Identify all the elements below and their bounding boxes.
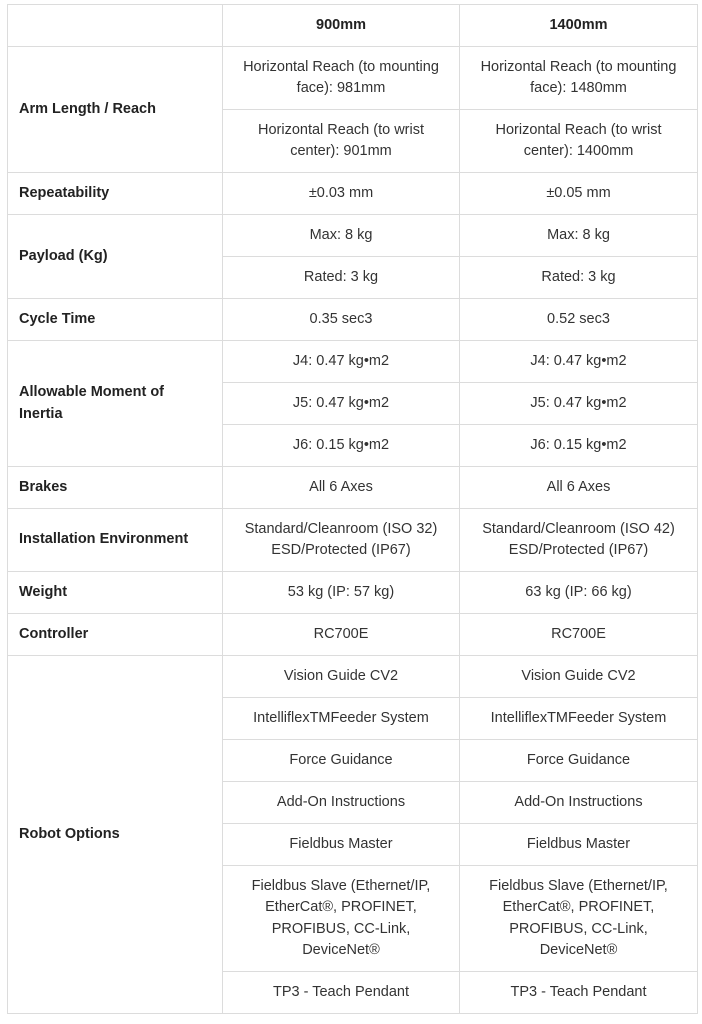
- table-cell: Force Guidance: [460, 740, 698, 782]
- row-label-payload: Payload (Kg): [8, 215, 223, 299]
- table-cell: Max: 8 kg: [460, 215, 698, 257]
- table-cell: 53 kg (IP: 57 kg): [223, 572, 460, 614]
- table-cell: J5: 0.47 kg•m2: [223, 383, 460, 425]
- table-cell: Fieldbus Master: [460, 824, 698, 866]
- table-cell: TP3 - Teach Pendant: [460, 972, 698, 1014]
- table-row: [8, 47, 698, 110]
- table-cell: RC700E: [223, 614, 460, 656]
- header-900mm: 900mm: [223, 5, 460, 47]
- row-label-moment-of-inertia: Allowable Moment of Inertia: [8, 341, 223, 467]
- row-label-installation-environment: Installation Environment: [8, 509, 223, 572]
- table-row: [8, 614, 698, 656]
- table-cell: Horizontal Reach (to wrist center): 901mm: [223, 110, 460, 173]
- table-cell: Horizontal Reach (to wrist center): 1400mm: [460, 110, 698, 173]
- table-row: [8, 215, 698, 257]
- table-cell: Fieldbus Slave (Ethernet/IP, EtherCat®, PROFINET, PROFIBUS, CC-Link, DeviceNet®: [460, 866, 698, 972]
- table-cell: IntelliflexTMFeeder System: [460, 698, 698, 740]
- table-cell: 0.52 sec3: [460, 299, 698, 341]
- table-cell: Vision Guide CV2: [460, 656, 698, 698]
- row-label-arm-length: Arm Length / Reach: [8, 47, 223, 173]
- table-cell: Vision Guide CV2: [223, 656, 460, 698]
- row-label-controller: Controller: [8, 614, 223, 656]
- table-row: [8, 173, 698, 215]
- table-cell: ±0.05 mm: [460, 173, 698, 215]
- table-cell: Rated: 3 kg: [223, 257, 460, 299]
- table-cell: IntelliflexTMFeeder System: [223, 698, 460, 740]
- table-cell: TP3 - Teach Pendant: [223, 972, 460, 1014]
- row-label-brakes: Brakes: [8, 467, 223, 509]
- table-cell: Rated: 3 kg: [460, 257, 698, 299]
- spec-table: [7, 4, 698, 1014]
- table-cell: Force Guidance: [223, 740, 460, 782]
- row-label-cycle-time: Cycle Time: [8, 299, 223, 341]
- table-cell: RC700E: [460, 614, 698, 656]
- table-cell: Fieldbus Slave (Ethernet/IP, EtherCat®, PROFINET, PROFIBUS, CC-Link, DeviceNet®: [223, 866, 460, 972]
- table-cell: Standard/Cleanroom (ISO 42) ESD/Protected (IP67): [460, 509, 698, 572]
- table-row: [8, 299, 698, 341]
- table-cell: Max: 8 kg: [223, 215, 460, 257]
- row-label-weight: Weight: [8, 572, 223, 614]
- table-row: [8, 467, 698, 509]
- table-cell: Standard/Cleanroom (ISO 32) ESD/Protected (IP67): [223, 509, 460, 572]
- table-cell: 63 kg (IP: 66 kg): [460, 572, 698, 614]
- table-cell: Horizontal Reach (to mounting face): 1480mm: [460, 47, 698, 110]
- table-row: [8, 656, 698, 698]
- table-cell: Horizontal Reach (to mounting face): 981mm: [223, 47, 460, 110]
- header-blank-cell: [8, 5, 223, 47]
- table-cell: 0.35 sec3: [223, 299, 460, 341]
- table-cell: Add-On Instructions: [223, 782, 460, 824]
- table-cell: J4: 0.47 kg•m2: [223, 341, 460, 383]
- table-cell: J4: 0.47 kg•m2: [460, 341, 698, 383]
- table-cell: All 6 Axes: [460, 467, 698, 509]
- row-label-robot-options: Robot Options: [8, 656, 223, 1014]
- table-row: [8, 509, 698, 572]
- header-row: [8, 5, 698, 47]
- table-cell: Fieldbus Master: [223, 824, 460, 866]
- table-cell: Add-On Instructions: [460, 782, 698, 824]
- table-cell: J5: 0.47 kg•m2: [460, 383, 698, 425]
- table-row: [8, 341, 698, 383]
- header-1400mm: 1400mm: [460, 5, 698, 47]
- table-cell: ±0.03 mm: [223, 173, 460, 215]
- table-cell: J6: 0.15 kg•m2: [460, 425, 698, 467]
- table-cell: All 6 Axes: [223, 467, 460, 509]
- row-label-repeatability: Repeatability: [8, 173, 223, 215]
- table-row: [8, 572, 698, 614]
- table-cell: J6: 0.15 kg•m2: [223, 425, 460, 467]
